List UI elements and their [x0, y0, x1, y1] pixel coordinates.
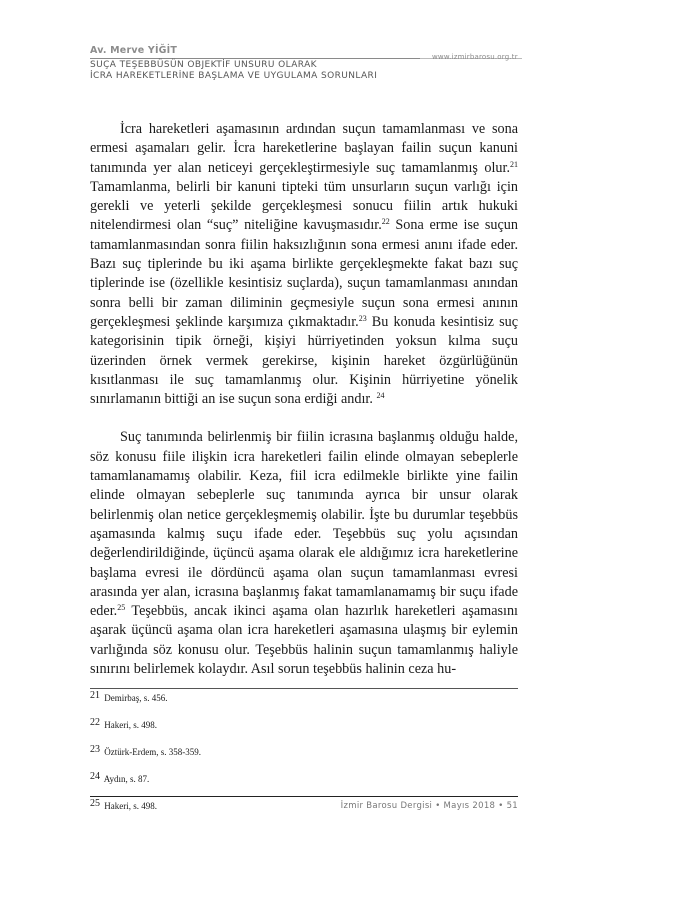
issue-date: Mayıs 2018: [443, 801, 496, 811]
footnote-text: Hakeri, s. 498.: [104, 801, 157, 811]
footnote-ref: 25: [117, 603, 126, 613]
page-number: 51: [506, 801, 518, 811]
footnote: [90, 771, 518, 785]
article-body: [90, 120, 518, 679]
page-footer: İzmir Barosu Dergisi • Mayıs 2018 • 51: [340, 801, 518, 811]
footnote-ref: 23: [358, 313, 367, 323]
paragraph-2-text: Suç tanımında belirlenmiş bir fiilin icrasına başlanmış olduğu halde, söz konusu fiile ilişkin icra hareketleri failin elinde olmayan sebeplerle tamamlanamamış olabilir. Keza, fiil icra edilmekle birlikte yine failin elinde olmayan sebeplerle suç tanımında ayrıca bir unsur olarak belirlenmiş olan netice gerçekleşmemiş olabilir. İşte bu durumlar teşebbüs aşamasında kalmış suçu ifade eder. Teşebbüs suç yolu açısından değerlendirildiğinde, üçüncü aşama olarak ele aldığımız icra hareketlerine başlama evresi ile dördüncü aşama olan suçun tamamlanması evresi arasında yer alan, icrasına başlanmış fakat tamamlanamamış bir suçu ifade eder.: [90, 429, 518, 620]
header-url: www.izmirbarosu.org.tr: [432, 53, 518, 61]
footnote-number: 21: [90, 690, 100, 701]
journal-name: İzmir Barosu Dergisi: [340, 801, 433, 811]
footnote-number: 25: [90, 798, 100, 809]
footnote-text: Demirbaş, s. 456.: [104, 693, 168, 703]
paragraph-1-text: Bu konuda kesintisiz suç kategorisinin tipik örneği, kişiyi hürriyetinden yoksun kılma suçu üzerinden örnek vermek gerekirse, kişinin hareket özgürlüğünün kısıtlanması ile suç tamamlanmış olur. Kişinin hürriyetine yönelik sınırlamanın bittiği an ise suçun sona erdiği andır.: [90, 313, 519, 408]
footnote-ref: 22: [381, 217, 390, 227]
paragraph-1-text: İcra hareketleri aşamasının ardından suçun tamamlanması ve sona ermesi aşamaları gelir. İcra hareketlerine başlayan failin suçun kanuni tanımında yer alan neticeyi gerçekleştirmesiyle suç tamamlanmış olur.: [90, 121, 518, 176]
footnote-text: Aydın, s. 87.: [103, 774, 150, 784]
paragraph-1-text: Sona erme ise suçun tamamlanmasından sonra fiilin haksızlığının sona ermesi anını ifade eder. Bazı suç tiplerinde bu iki aşama birlikte gerçekleşmekte fakat bazı suç tiplerinde ise (özellikle kesintisiz suçlarda), suçun tamamlanması anından sonra belli bir zaman diliminin geçmesiyle suçun sona ermesi anının gerçekleşmesi şeklinde karşımıza çıkmaktadır.: [90, 217, 518, 330]
footnote-text: Öztürk-Erdem, s. 358-359.: [104, 747, 201, 757]
article-title: [90, 60, 377, 82]
footer-rule: [90, 796, 518, 797]
header-rule: [90, 58, 420, 59]
footnote-text: Hakeri, s. 498.: [104, 720, 157, 730]
footnote: [90, 717, 518, 731]
paragraph-2: [90, 428, 518, 679]
paragraph-2-text: Teşebbüs, ancak ikinci aşama olan hazırlık hareketleri aşamasını aşarak üçüncü aşama olan icra hareketleri aşamasına ulaşmış bir eylemin varlığında söz konusu olur. Teşebbüs halinin suçun tamamlanmış haliyle sınırını belirlemek kolaydır. Asıl sorun teşebbüs halinin ceza hu-: [90, 603, 518, 678]
footnote-number: 23: [90, 744, 100, 755]
footnote: [90, 744, 518, 758]
paragraph-1-text: Tamamlanma, belirli bir kanuni tipteki tüm unsurların suçun varlığı için gerekli ve yeterli şekilde gerçekleşmesi sonucu fiilin artık hukuki nitelendirmesi olan “suç” niteliğine kavuşmasıdır.: [90, 178, 518, 234]
footnote-ref: 21: [510, 159, 518, 169]
author-name: Av. Merve YİĞİT: [90, 45, 178, 56]
footnote-rule: [90, 688, 518, 689]
footnote: [90, 690, 518, 704]
footnote-number: 22: [90, 717, 100, 728]
paragraph-1: [90, 120, 518, 409]
article-title-line-1: SUÇA TEŞEBBÜSÜN OBJEKTİF UNSURU OLARAK: [90, 60, 317, 70]
footnote-number: 24: [90, 771, 100, 782]
article-title-line-2: İCRA HAREKETLERİNE BAŞLAMA VE UYGULAMA SORUNLARI: [90, 71, 378, 81]
footnote-ref: 24: [376, 391, 385, 401]
